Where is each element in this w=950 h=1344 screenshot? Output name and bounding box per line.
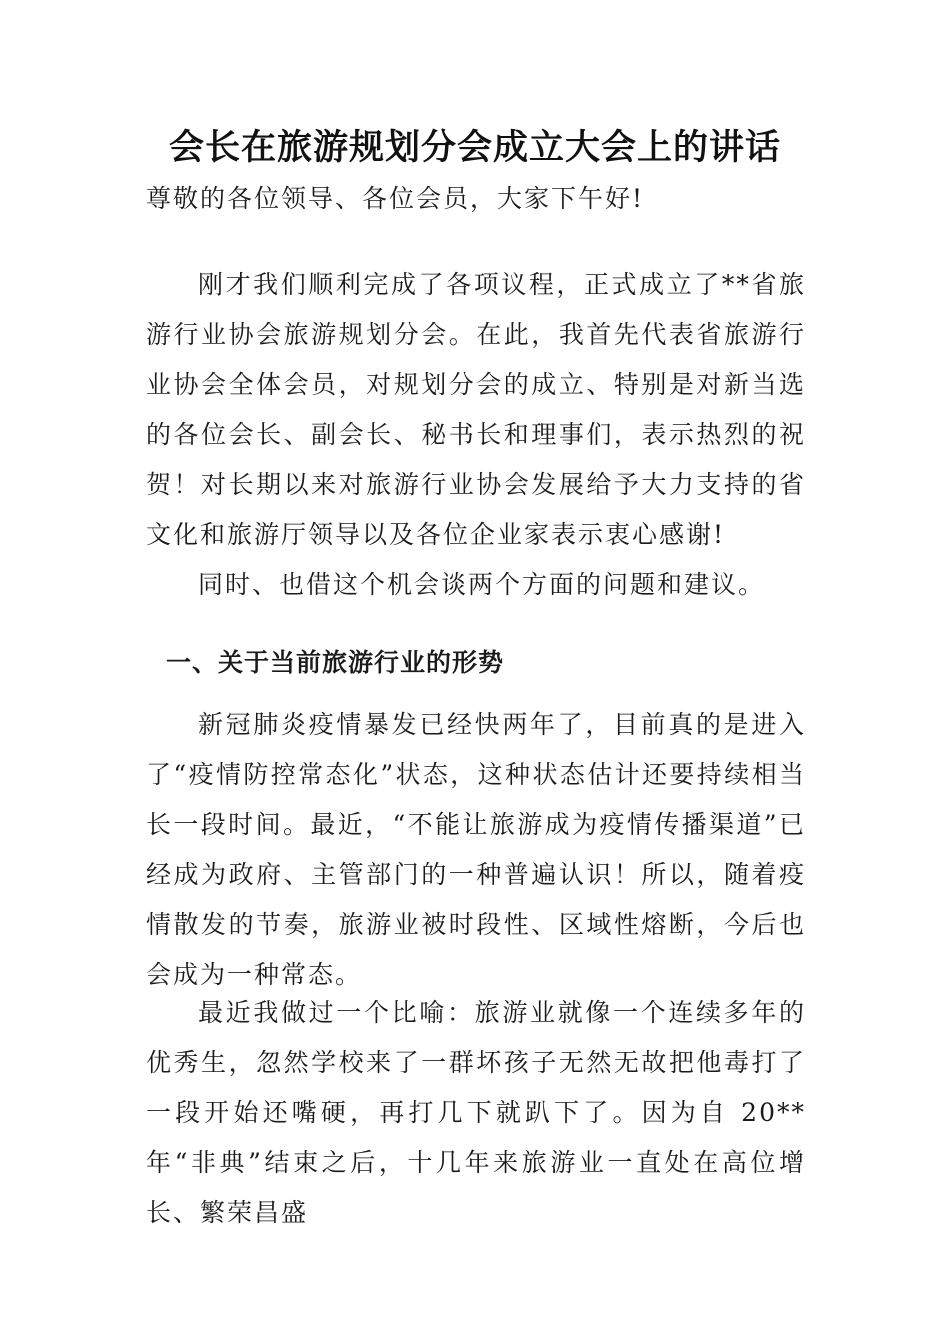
paragraph-metaphor: 最近我做过一个比喻：旅游业就像一个连续多年的优秀生，忽然学校来了一群坏孩子无然无故把他毒打了一段开始还嘴硬，再打几下就趴下了。因为自 20**年“非典”结束之后，十几年来旅游业一直处在高位增长、繁荣昌盛 [146, 998, 806, 1227]
paragraph-situation: 新冠肺炎疫情暴发已经快两年了，目前真的是进入了“疫情防控常态化”状态，这种状态估计还要持续相当长一段时间。最近，“不能让旅游成为疫情传播渠道”已经成为政府、主管部门的一种普遍认识！所以，随着疫情散发的节奏，旅游业被时段性、区域性熔断，今后也会成为一种常态。 [146, 710, 806, 989]
greeting-paragraph: 尊敬的各位领导、各位会员，大家下午好! [146, 184, 645, 213]
paragraph-opening: 刚才我们顺利完成了各项议程，正式成立了**省旅游行业协会旅游规划分会。在此，我首先代表省旅游行业协会全体会员，对规划分会的成立、特别是对新当选的各位会长、副会长、秘书长和理事们，表示热烈的祝贺！对长期以来对旅游行业协会发展给予大力支持的省文化和旅游厅领导以及各位企业家表示衷心感谢! [146, 270, 806, 549]
document-title: 会长在旅游规划分会成立大会上的讲话 [168, 127, 781, 168]
section-heading-1: 一、关于当前旅游行业的形势 [166, 648, 505, 677]
paragraph-transition: 同时、也借这个机会谈两个方面的问题和建议。 [198, 570, 766, 599]
